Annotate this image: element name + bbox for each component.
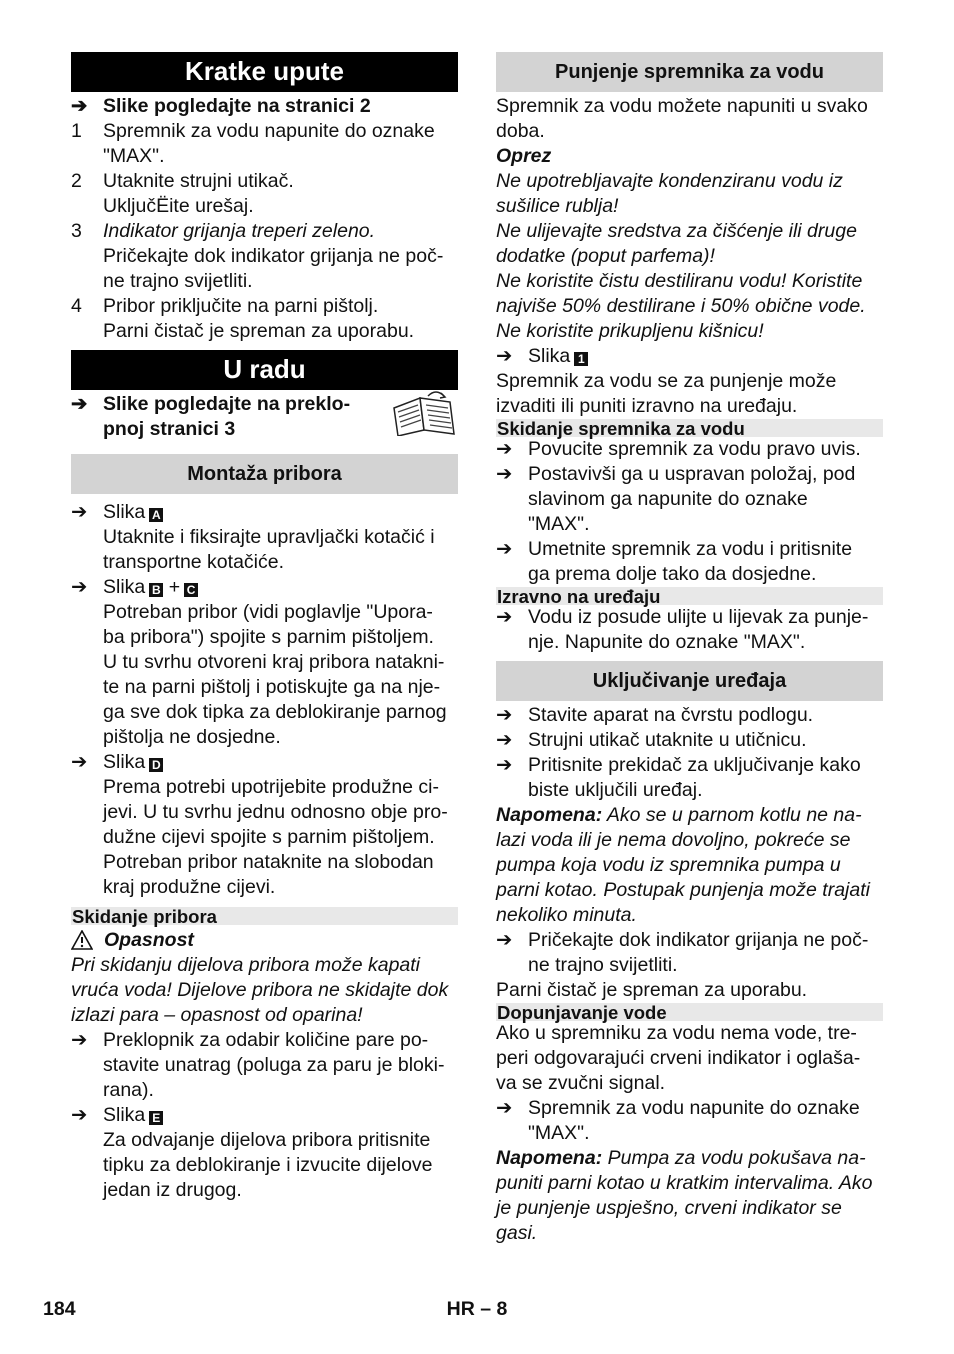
refill-step: ➔ Spremnik za vodu napunite do oznake "MAX". <box>496 1097 860 1144</box>
figure-label-e: E <box>149 1111 163 1125</box>
heading-kratke-upute: Kratke upute <box>71 52 458 92</box>
tank-step: ➔ Postavivši ga u uspravan položaj, pod slavinom ga napunite do oznake "MAX". <box>496 463 856 535</box>
numbered-step: 2 Utaknite strujni utikač. UključËite urešaj. <box>71 170 294 217</box>
direct-steps-list <box>496 605 883 655</box>
heading-montaza-pribora: Montaža pribora <box>71 454 458 494</box>
figure-label-d: D <box>149 758 163 772</box>
on-step: ➔ Pritisnite prekidač za uključivanje kako biste uključili uređaj. <box>496 754 861 801</box>
arrow-right-icon: ➔ <box>496 345 513 367</box>
fill-intro: Spremnik za vodu možete napuniti u svako doba. <box>496 95 868 142</box>
arrow-right-icon: ➔ <box>71 501 88 523</box>
numbered-step: 1 Spremnik za vodu napunite do oznake "MAX". <box>71 120 435 167</box>
heading-dopunjavanje: Dopunjavanje vode <box>496 1003 883 1021</box>
arrow-right-icon: ➔ <box>496 704 513 726</box>
note-2: Napomena: Pumpa za vodu pokušava na- puniti parni kotao u kratkim intervalima. Ako je punjenje uspješno, crveni indikator se gasi. <box>496 1147 873 1244</box>
arrow-right-icon: ➔ <box>496 538 513 560</box>
wait-step: ➔ Pričekajte dok indikator grijanja ne poč- ne trajno svijetliti. <box>496 929 869 976</box>
step-number: 2 <box>71 170 82 192</box>
danger-text: Pri skidanju dijelova pribora može kapati vruća voda! Dijelove pribora ne skidajte dok izlazi para – opasnost od oparina! <box>71 954 449 1026</box>
figure-label-b: B <box>149 583 163 597</box>
arrow-right-icon: ➔ <box>71 95 88 117</box>
heading-skidanje-pribora: Skidanje pribora <box>71 907 458 925</box>
footer-section: HR – 8 <box>446 1298 508 1320</box>
arrow-right-icon: ➔ <box>496 463 513 485</box>
refill-text: Ako u spremniku za vodu nema vode, tre- peri odgovarajući crveni indikator i oglaša- va se zvučni signal. <box>496 1022 861 1094</box>
figure-d-text: Prema potrebi upotrijebite produžne ci- jevi. U tu svrhu jednu odnosno obje pro- dužne cijevi spojite s parnim pištoljem. Potreban pribor nataknite na slobodan kraj produžne cijevi. <box>103 776 448 898</box>
figure-label-c: C <box>184 583 198 597</box>
arrow-right-icon: ➔ <box>496 438 513 460</box>
arrow-right-icon: ➔ <box>496 754 513 776</box>
arrow-right-icon: ➔ <box>496 929 513 951</box>
figure-label-1: 1 <box>574 352 588 366</box>
figure-d-step: ➔ Slika D Prema potrebi upotrijebite produžne ci- jevi. U tu svrhu jednu odnosno obje pro- dužne cijevi spojite s parnim pištoljem. Potreban pribor nataknite na slobodan kraj produžne cijevi. <box>71 751 448 898</box>
caution-label: Oprez <box>496 145 552 167</box>
arrow-right-icon: ➔ <box>496 606 513 628</box>
short-figure-ref: ➔ Slike pogledajte na stranici 2 <box>71 95 371 117</box>
step-number: 1 <box>71 120 82 142</box>
figure-1-text: Spremnik za vodu se za punjenje može izvaditi ili puniti izravno na uređaju. <box>496 370 837 417</box>
arrow-right-icon: ➔ <box>71 1029 88 1051</box>
danger-label: Opasnost <box>71 928 458 953</box>
arrow-right-icon: ➔ <box>71 576 88 598</box>
ready-text: Parni čistač je spreman za uporabu. <box>496 979 808 1001</box>
step-number: 3 <box>71 220 82 242</box>
fold-page-ref: ➔ Slike pogledajte na preklo- pnoj stranici 3 <box>71 392 458 442</box>
fold-out-page-icon <box>388 390 458 436</box>
arrow-right-icon: ➔ <box>496 729 513 751</box>
numbered-step: 4 Pribor priključite na parni pištolj. Parni čistač je spreman za uporabu. <box>71 295 415 342</box>
on-step: ➔ Stavite aparat na čvrstu podlogu. <box>496 704 814 726</box>
figure-e-step: ➔ Slika E Za odvajanje dijelova pribora pritisnite tipku za deblokiranje i izvucite dijelove jedan iz drugog. <box>71 1104 433 1201</box>
tank-step: ➔ Povucite spremnik za vodu pravo uvis. <box>496 438 861 460</box>
figure-label-a: A <box>149 508 163 522</box>
note-1: Napomena: Ako se u parnom kotlu ne na- lazi voda ili je nema dovoljno, pokreće se pumpa koja vodu iz spremnika pumpa u parni kotao. Postupak punjenja može trajati nekoliko minuta. <box>496 804 870 926</box>
figure-a-step: ➔ Slika A Utaknite i fiksirajte upravljački kotačić i transportne kotačiće. <box>71 501 435 573</box>
arrow-right-icon: ➔ <box>71 393 88 415</box>
arrow-right-icon: ➔ <box>496 1097 513 1119</box>
figure-1-step: ➔ Slika 1 <box>496 344 883 369</box>
caution-text: Ne upotrebljavajte kondenziranu vodu iz sušilice rublja! Ne ulijevajte sredstva za čišćenje ili druge dodatke (poput parfema)! Ne koristite čistu destiliranu vodu! Koristite najviše 50% destilirane i 50% obične vode. Ne koristite prikupljenu kišnicu! <box>496 170 866 342</box>
heading-ukljucivanje: Uključivanje uređaja <box>496 661 883 701</box>
tank-steps-list <box>496 437 883 587</box>
direct-step: ➔ Vodu iz posude ulijte u lijevak za punje- nje. Napunite do oznake "MAX". <box>496 606 869 653</box>
on-steps-list <box>496 703 883 803</box>
left-column <box>71 52 458 1203</box>
steam-switch-step: ➔ Preklopnik za odabir količine pare po- stavite unatrag (poluga za paru je bloki- rana). <box>71 1029 445 1101</box>
heading-skidanje-spremnika: Skidanje spremnika za vodu <box>496 419 883 437</box>
step-number: 4 <box>71 295 82 317</box>
tank-step: ➔ Umetnite spremnik za vodu i pritisnite ga prema dolje tako da dosjedne. <box>496 538 853 585</box>
arrow-right-icon: ➔ <box>71 751 88 773</box>
short-steps-list <box>71 119 458 344</box>
heading-punjenje-spremnika: Punjenje spremnika za vodu <box>496 52 883 92</box>
heading-u-radu: U radu <box>71 350 458 390</box>
figure-e-text: Za odvajanje dijelova pribora pritisnite tipku za deblokiranje i izvucite dijelove jedan iz drugog. <box>103 1129 433 1201</box>
page-number: 184 <box>43 1298 76 1320</box>
arrow-right-icon: ➔ <box>71 1104 88 1126</box>
right-column <box>496 52 883 1246</box>
heading-izravno: Izravno na uređaju <box>496 587 883 605</box>
warning-triangle-icon <box>71 930 93 950</box>
figure-bc-step: ➔ Slika B + C Potreban pribor (vidi poglavlje "Upora- ba pribora") spojite s parnim pištoljem. U tu svrhu otvoreni kraj pribora natakni- te na parni pištolj i potiskujte ga na nje- ga sve dok tipka za deblokiranje parnog pištolja ne dosjedne. <box>71 576 447 748</box>
figure-bc-text: Potreban pribor (vidi poglavlje "Upora- ba pribora") spojite s parnim pištoljem. U tu svrhu otvoreni kraj pribora natakni- te na parni pištolj i potiskujte ga na nje- ga sve dok tipka za deblokiranje parnog pištolja ne dosjedne. <box>103 601 447 748</box>
on-step: ➔ Strujni utikač utaknite u utičnicu. <box>496 729 807 751</box>
numbered-step: 3 Indikator grijanja treperi zeleno. Pričekajte dok indikator grijanja ne poč- ne trajno svijetliti. <box>71 220 444 292</box>
